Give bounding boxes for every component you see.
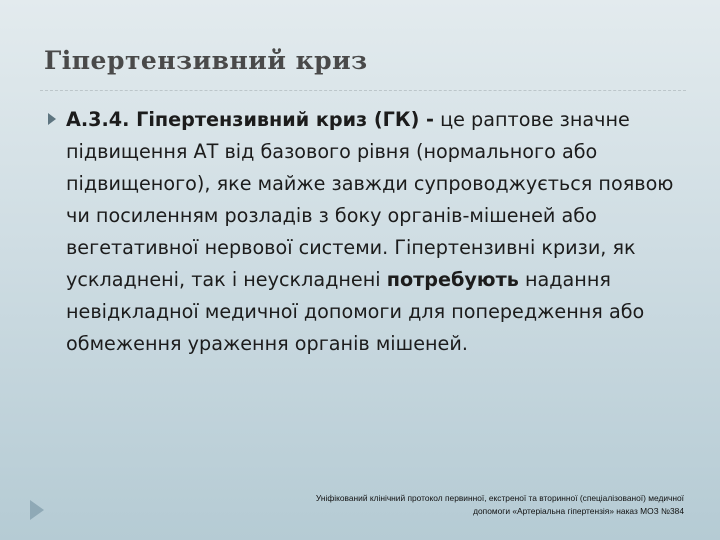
bullet-arrow-icon	[48, 113, 56, 125]
slide-title: Гіпертензивний криз	[44, 46, 368, 75]
emphasis-text: потребують	[386, 268, 519, 291]
next-slide-icon[interactable]	[30, 500, 44, 520]
list-item	[44, 104, 684, 360]
source-footnote	[234, 492, 684, 518]
footnote-line-1: Уніфікований клінічний протокол первинної, екстреної та вторинної (спеціалізованої) медичної	[315, 493, 684, 503]
title-divider	[40, 90, 686, 91]
bullet-text	[66, 104, 684, 360]
footnote-line-2: допомоги «Артеріальна гіпертензія» наказ МОЗ №384	[473, 506, 684, 516]
definition-text-end: надання невідкладної медичної допомоги для попередження або обмеження ураження органів мішеней.	[66, 268, 645, 355]
definition-lead: А.3.4. Гіпертензивний криз (ГК) -	[66, 108, 434, 131]
definition-text: це раптове значне підвищення АТ від базового рівня (нормального або підвищеного), яке майже завжди супроводжується появою чи посиленням розладів з боку органів-мішеней або вегетативної нервової системи. Гіпертензивні кризи, як ускладнені, так і неускладнені	[66, 108, 674, 291]
content-list	[44, 104, 684, 360]
